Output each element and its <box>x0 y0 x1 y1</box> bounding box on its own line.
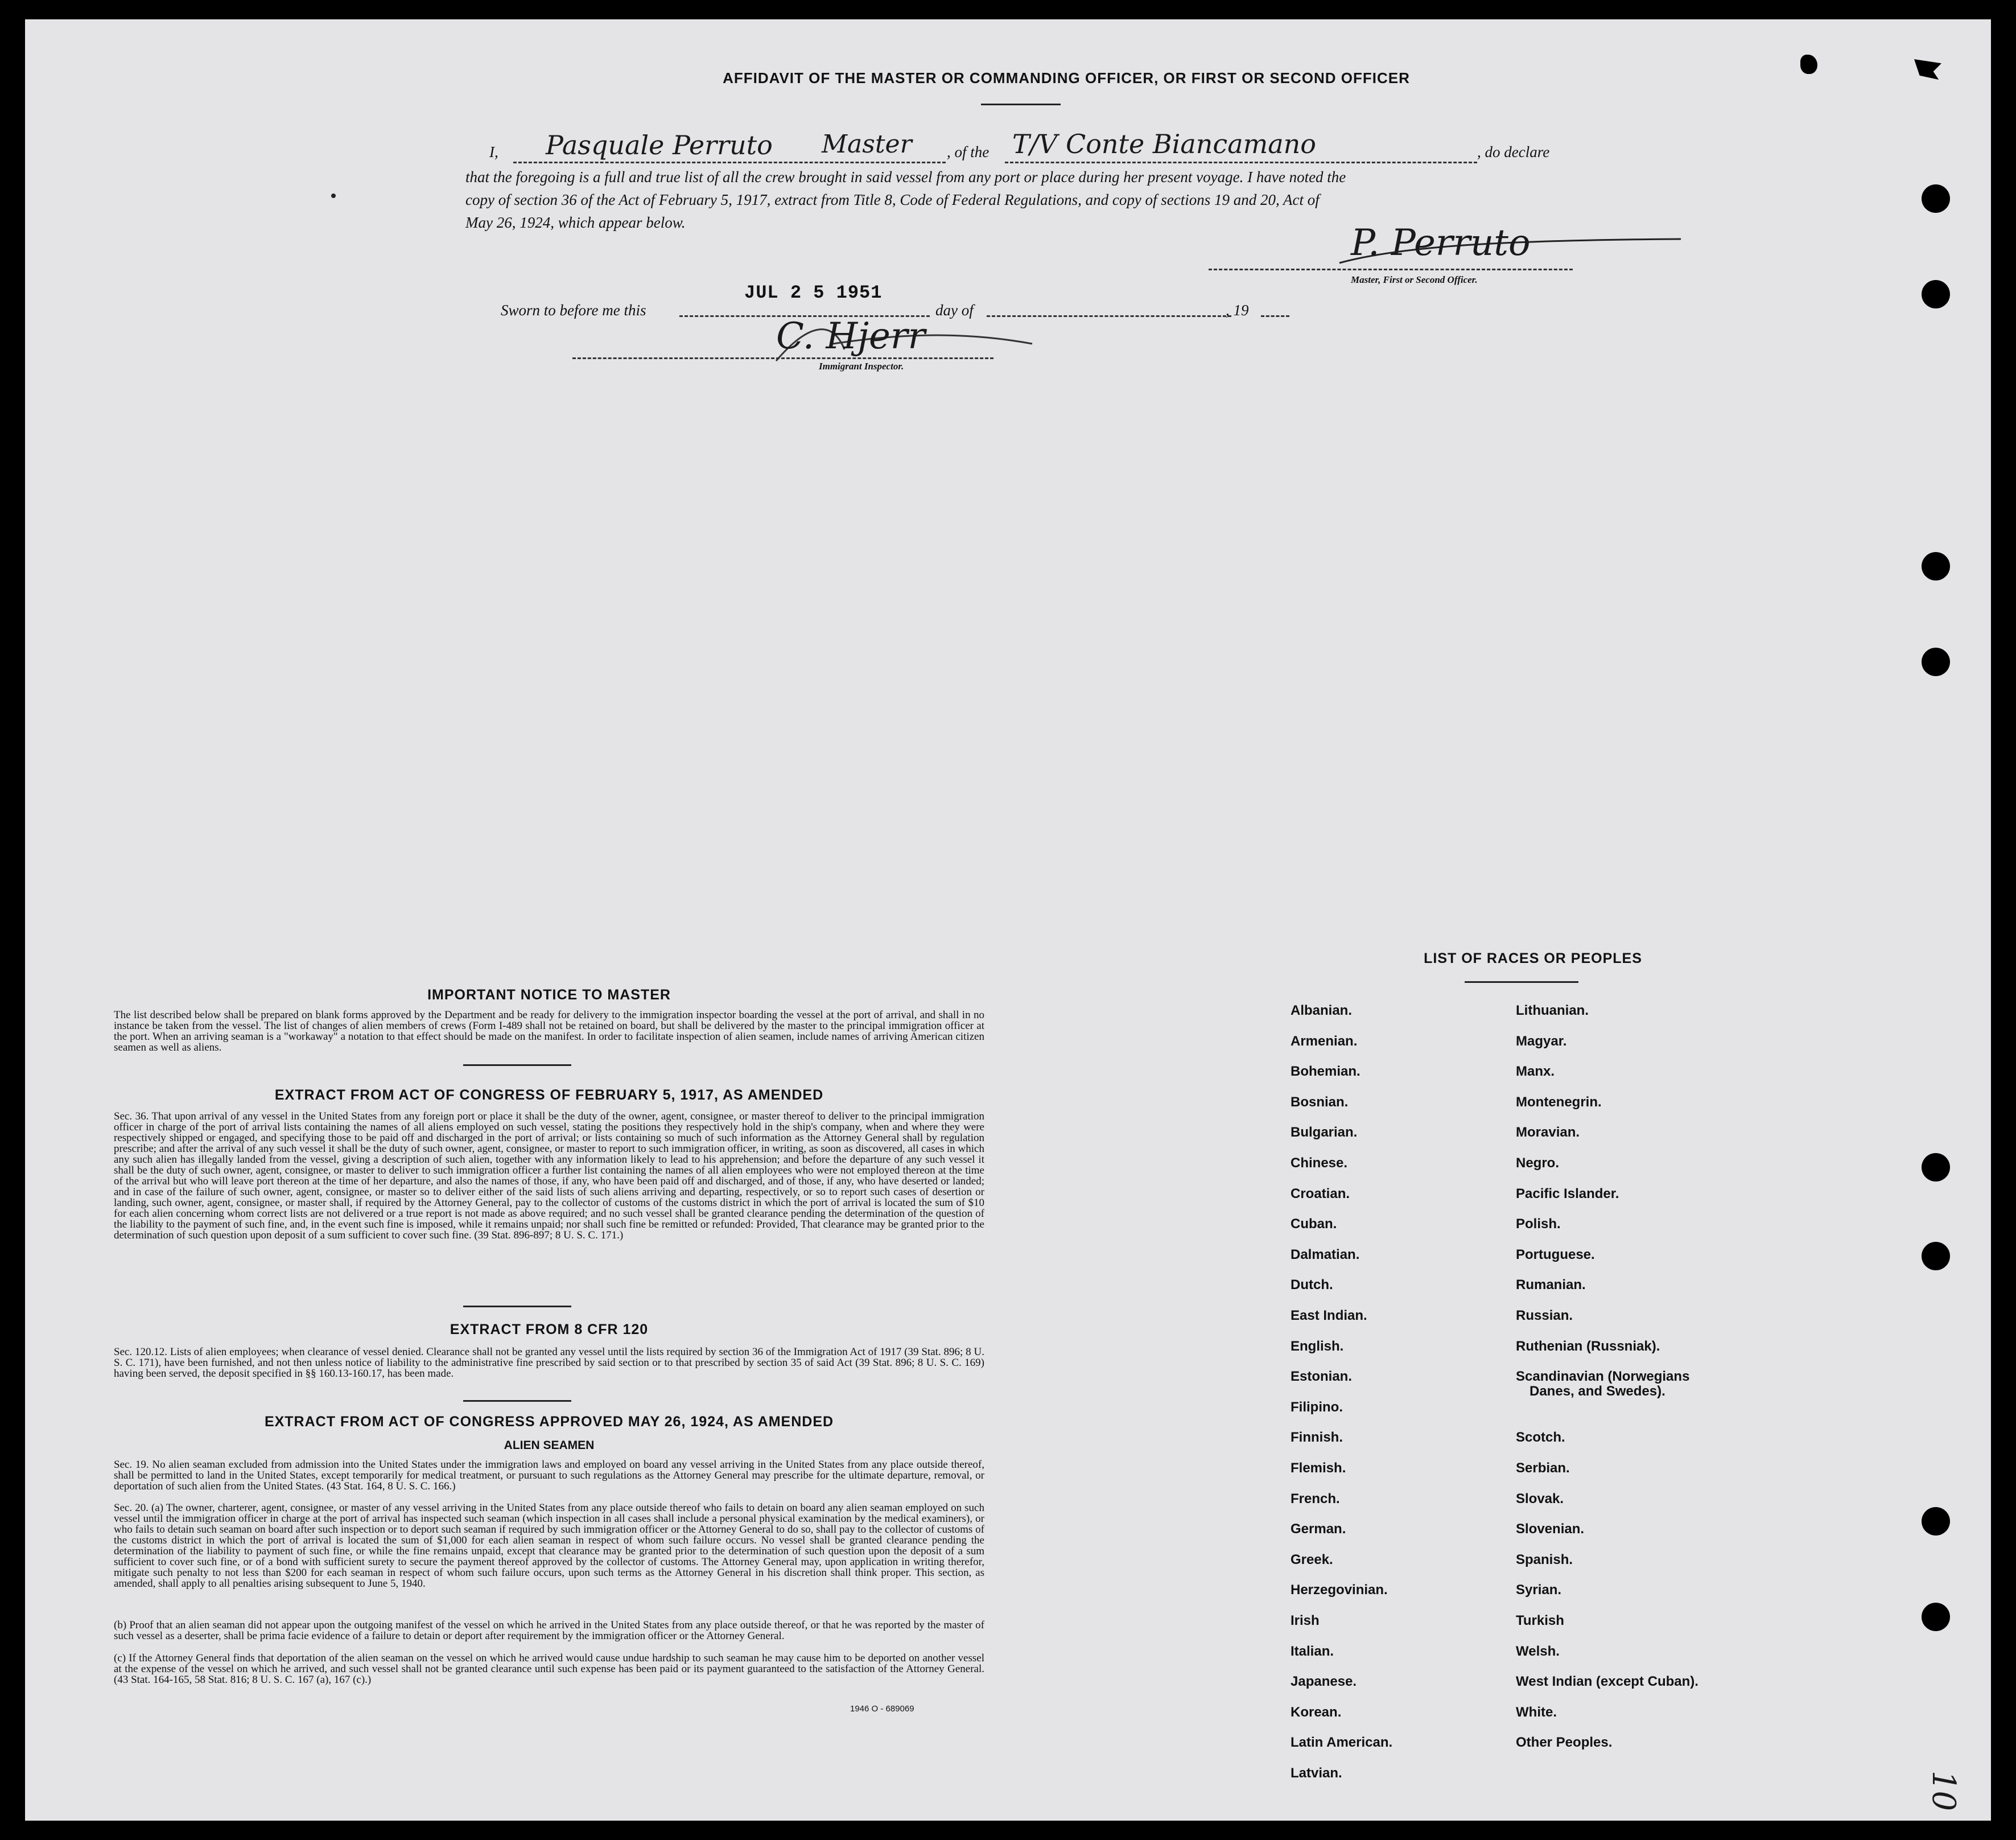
sec-20b-text: (b) Proof that an alien seaman did not appear upon the outgoing manifest of the vessel on which he arrived in the United States from any place outside thereof, or that he was reported by the master of such vessel as a deserter, shall be prima facie evidence of a failure to detain or deport after requirement by the immigration officer or the Attorney General. <box>114 1619 984 1642</box>
year-line <box>1261 315 1289 317</box>
extract-1917-body: Sec. 36. That upon arrival of any vessel in the United States from any foreign port or place it shall be the duty of the owner, agent, consignee, or master thereof to deliver to the principal immigration officer in charge of the port of arrival lists containing the names of all aliens employed on such vessel, stating the positions they respectively hold in the ship's company, when and where they were respectively shipped or engaged, and specifying those to be paid off and discharged in the port of arrival; or lists containing so much of such information as the Attorney General shall by regulation prescribe; and after the arrival of any such vessel it shall be the duty of such owner, agent, consignee, or master to report to such immigration officer, in writing, as soon as discovered, all cases in which any such alien has illegally landed from the vessel, giving a description of such alien, together with any information likely to lead to his apprehension; and before the departure of any such vessel it shall be the duty of such owner, agent, consignee, or master to deliver to such immigration officer a further list containing the names of all alien employees who were not employed thereon at the time of the arrival but who will leave port thereon at the time of her departure, and also the names of those, if any, who have been paid off and discharged, and of those, if any, who have deserted or landed; and in case of the failure of such owner, agent, consignee, or master so to deliver either of the said lists of such aliens arriving and departing, respectively, or so to report such cases of desertion or landing, such owner, agent, consignee, or master shall, if required by the Attorney General, pay to the collector of customs of the customs district in which the port of arrival is located the sum of $10 for each alien concerning whom correct lists are not delivered or a true report is not made as above required; and no such vessel shall be granted clearance pending the determination of the question of the liability to the payment of such fine, and, in the event such fine is imposed, while it remains unpaid; nor shall such fine be remitted or refunded: Provided, That clearance may be granted prior to the determination of such question upon deposit of a sum sufficient to cover such fine. (39 Stat. 896-897; 8 U. S. C. 171.) <box>114 1110 984 1241</box>
extract-cfr-title: EXTRACT FROM 8 CFR 120 <box>450 1322 649 1337</box>
edge-mark <box>1914 59 1941 80</box>
binder-hole <box>1922 552 1950 581</box>
do-declare-label: , do declare <box>1477 143 1550 160</box>
race-item: Albanian. <box>1291 1003 1353 1018</box>
extract-cfr-body: Sec. 120.12. Lists of alien employees; when clearance of vessel denied. Clearance shall not be granted any vessel until the lists required by section 36 of the Immigration Act of 1917 (39 Stat. 896; 8 U. S. C. 171), have been furnished, and not then unless notice of liability to the administrative fine prescribed by said section or to that prescribed by section 35 of said Act (39 Stat. 896; 8 U. S. C. 169) having been served, the deposit specified in §§ 160.13-160.17, has been made. <box>114 1346 984 1380</box>
race-item: Italian. <box>1291 1643 1334 1659</box>
race-item: Montenegrin. <box>1516 1094 1602 1110</box>
race-item: Spanish. <box>1516 1551 1573 1567</box>
race-item: Slovak. <box>1516 1491 1564 1506</box>
race-item: Turkish <box>1516 1613 1564 1628</box>
races-title: LIST OF RACES OR PEOPLES <box>1424 950 1642 966</box>
divider-2 <box>463 1306 571 1307</box>
race-item: Bosnian. <box>1291 1094 1349 1110</box>
year-prefix: , 19 <box>1226 302 1249 319</box>
binder-hole <box>1922 184 1950 213</box>
race-item: Filipino. <box>1291 1399 1343 1415</box>
race-item: Bohemian. <box>1291 1064 1361 1080</box>
race-item: Japanese. <box>1291 1674 1357 1690</box>
extract-1924-title: EXTRACT FROM ACT OF CONGRESS APPROVED MAY 26, 1924, AS AMENDED <box>264 1414 834 1430</box>
races-underline <box>1465 981 1578 983</box>
affidavit-prefix: I, <box>489 143 498 160</box>
race-item: Russian. <box>1516 1308 1573 1323</box>
race-item: English. <box>1291 1338 1344 1354</box>
race-item: Portuguese. <box>1516 1246 1595 1262</box>
notice-body: The list described below shall be prepared on blank forms approved by the Department and be ready for delivery to the immigration inspector boarding the vessel at the port of arrival, and shall in no instance be taken from the vessel. The list of changes of alien members of crews (Form I-489 shall not be retained on board, but shall be delivered by the master to the principal immigration officer at the port. When an arriving seaman is a "workaway" a notation to that effect should be made on the manifest. In order to facilitate inspection of alien seamen, include names of arriving American citizen seamen as well as aliens. <box>114 1009 984 1053</box>
race-item: Slovenian. <box>1516 1521 1585 1537</box>
race-item: Polish. <box>1516 1216 1561 1232</box>
binder-hole <box>1922 1507 1950 1536</box>
race-item: Bulgarian. <box>1291 1125 1358 1141</box>
inspector-signature: C. Hjerr <box>776 315 926 357</box>
binder-hole <box>1922 1242 1950 1270</box>
race-item: White. <box>1516 1704 1557 1720</box>
sec-19-text: Sec. 19. No alien seaman excluded from admission into the United States under the immigration laws and employed on board any vessel arriving in the United States from any place outside thereof, shall be permitted to land in the United States, except temporarily for medical treatment, or pursuant to such regulations as the Attorney General may prescribe for the ultimate departure, removal, or deportation of such alien from the United States. (43 Stat. 164, 8 U. S. C. 166.) <box>114 1459 984 1492</box>
race-item: Manx. <box>1516 1064 1555 1080</box>
master-rank-handwritten: Master <box>822 130 912 159</box>
race-item: Ruthenian (Russniak). <box>1516 1338 1660 1354</box>
race-item: Latin American. <box>1291 1735 1393 1751</box>
race-item: Moravian. <box>1516 1125 1580 1141</box>
race-item: East Indian. <box>1291 1308 1367 1323</box>
edge-mark <box>1800 55 1817 74</box>
race-item: Dalmatian. <box>1291 1246 1360 1262</box>
date-stamp: JUL 2 5 1951 <box>744 282 883 303</box>
race-item: Korean. <box>1291 1704 1342 1720</box>
sworn-label: Sworn to before me this <box>501 302 646 319</box>
race-item: Lithuanian. <box>1516 1003 1589 1018</box>
race-item: Serbian. <box>1516 1460 1570 1476</box>
inspector-caption: Immigrant Inspector. <box>819 361 904 372</box>
affidavit-line-2: that the foregoing is a full and true list of all the crew brought in said vessel from any port or place during her present voyage. I have noted the <box>465 168 1346 186</box>
race-item: Herzegovinian. <box>1291 1582 1388 1598</box>
race-item: French. <box>1291 1491 1340 1506</box>
race-item: Syrian. <box>1516 1582 1562 1598</box>
binder-hole <box>1922 280 1950 308</box>
sec-20c-text: (c) If the Attorney General finds that deportation of the alien seaman on the vessel on which he arrived would cause undue hardship to such seaman he may cause him to be deported on another vessel at the expense of the vessel on which he arrived, and such vessel shall not be granted clearance until such expense has been paid or its payment guaranteed to the satisfaction of the Attorney General. (43 Stat. 164-165, 58 Stat. 816; 8 U. S. C. 167 (a), 167 (c).) <box>114 1652 984 1686</box>
affidavit-line-3: copy of section 36 of the Act of February 5, 1917, extract from Title 8, Code of Federal Regulations, and copy of sections 19 and 20, Act of <box>465 191 1320 208</box>
binder-hole <box>1922 1153 1950 1182</box>
document-page <box>25 19 1991 1821</box>
affidavit-line-4: May 26, 1924, which appear below. <box>465 214 686 231</box>
title-underline <box>981 104 1061 105</box>
race-item: Welsh. <box>1516 1643 1560 1659</box>
master-signature-caption: Master, First or Second Officer. <box>1351 274 1478 285</box>
affidavit-title: AFFIDAVIT OF THE MASTER OR COMMANDING OFFICER, OR FIRST OR SECOND OFFICER <box>723 69 1410 87</box>
race-item: Pacific Islander. <box>1516 1185 1619 1201</box>
race-item: Armenian. <box>1291 1033 1358 1049</box>
divider-1 <box>463 1064 571 1066</box>
race-item: Cuban. <box>1291 1216 1337 1232</box>
master-signature: P. Perruto <box>1351 222 1531 264</box>
extract-1917-title: EXTRACT FROM ACT OF CONGRESS OF FEBRUARY 5, 1917, AS AMENDED <box>274 1087 824 1103</box>
race-item: Scotch. <box>1516 1430 1565 1446</box>
race-item: Negro. <box>1516 1155 1560 1171</box>
race-item: Irish <box>1291 1613 1320 1628</box>
race-item: Rumanian. <box>1516 1277 1586 1293</box>
sec-20a-text: Sec. 20. (a) The owner, charterer, agent, consignee, or master of any vessel arriving in the United States from any place outside thereof who fails to detain on board any alien seaman employed on such vessel until the immigration officer in charge at the port of arrival has inspected such seaman (which inspection in all cases shall include a personal physical examination by the medical examiners), or who fails to detain such seaman on board after such inspection or to deport such seaman if required by such immigration officer or the Attorney General to do so, shall pay to the collector of customs of the customs district in which the port of arrival is located the sum of $1,000 for each alien seaman in respect of whom such failure occurs. No vessel shall be granted clearance pending the determination of the liability to payment of such fine, or while the fine remains unpaid, except that clearance may be granted prior to the determination of such question upon the deposit of a sum sufficient to cover such fine, or of a bond with sufficient surety to secure the payment thereof approved by the collector of customs. The Attorney General may, upon application in writing therefor, mitigate such penalty to not less than $200 for each seaman in respect of whom such failure occurs, upon such terms as the Attorney General in his discretion shall think proper. This section, as amended, shall apply to all penalties arising subsequent to June 5, 1940. <box>114 1502 984 1590</box>
day-of-label: day of <box>935 302 974 319</box>
master-name-line <box>513 162 946 163</box>
margin-page-number: 10 <box>1925 1770 1963 1812</box>
race-item: German. <box>1291 1521 1346 1537</box>
binder-hole <box>1922 648 1950 676</box>
race-item: Greek. <box>1291 1551 1333 1567</box>
race-item: Magyar. <box>1516 1033 1567 1049</box>
master-name-handwritten: Pasquale Perruto <box>546 130 773 160</box>
print-code: 1946 O - 689069 <box>850 1704 914 1714</box>
race-item: Latvian. <box>1291 1765 1342 1781</box>
race-item: Other Peoples. <box>1516 1735 1613 1751</box>
of-the-label: , of the <box>947 143 990 160</box>
divider-3 <box>463 1400 571 1402</box>
extract-1924-subtitle: ALIEN SEAMEN <box>504 1439 595 1452</box>
race-item: Chinese. <box>1291 1155 1348 1171</box>
race-item: Finnish. <box>1291 1430 1343 1446</box>
race-item: Danes, and Swedes). <box>1529 1384 1665 1399</box>
binder-hole <box>1922 1603 1950 1631</box>
vessel-name-line <box>1005 162 1477 163</box>
race-item: Dutch. <box>1291 1277 1333 1293</box>
vessel-name-handwritten: T/V Conte Biancamano <box>1012 129 1316 159</box>
race-item: Scandinavian (Norwegians <box>1516 1369 1690 1385</box>
race-item: Croatian. <box>1291 1185 1350 1201</box>
race-item: Estonian. <box>1291 1369 1353 1385</box>
speck <box>331 194 336 198</box>
notice-title: IMPORTANT NOTICE TO MASTER <box>427 987 671 1003</box>
race-item: Flemish. <box>1291 1460 1346 1476</box>
race-item: West Indian (except Cuban). <box>1516 1674 1698 1690</box>
